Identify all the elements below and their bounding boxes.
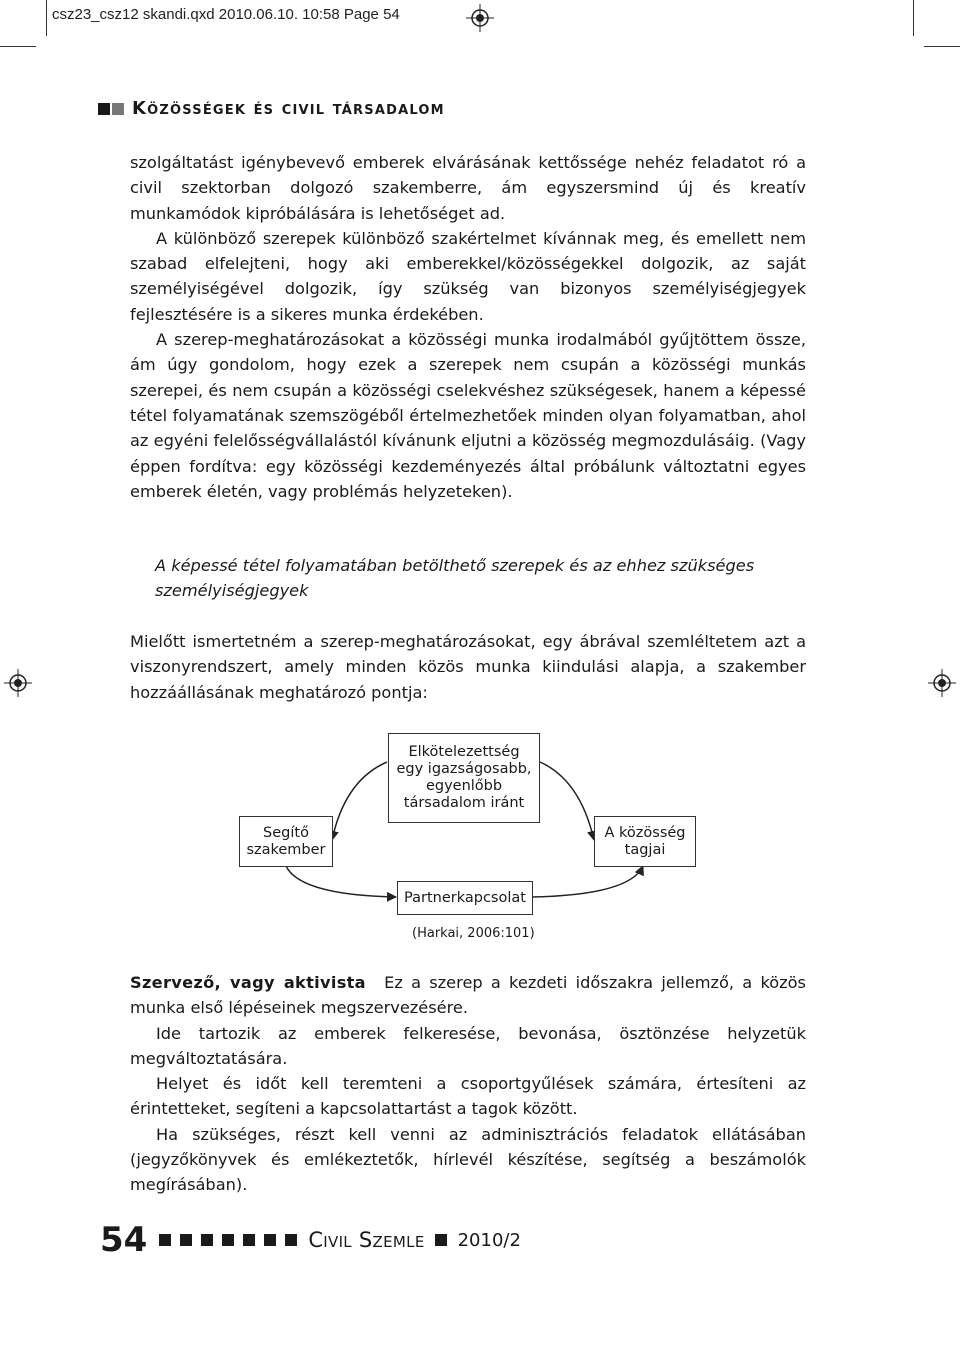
- role-label: Szervező, vagy aktivista: [130, 973, 366, 992]
- box-line: tagjai: [624, 841, 666, 858]
- paragraph: Ide tartozik az emberek felkeresése, bevonása, ösztönzése helyzetük megváltoztatására.: [130, 1023, 806, 1068]
- paragraph: Mielőtt ismertetném a szerep-meghatározásokat, egy ábrával szemléltetem azt a viszonyrendszert, amely minden közös munka kiindulási alapja, a szakember hozzáállásának meghatározó pontja:: [130, 632, 806, 702]
- arrow-left-bottom: [286, 866, 396, 897]
- diagram-box-commitment: [388, 733, 540, 823]
- diagram-citation: (Harkai, 2006:101): [412, 926, 535, 941]
- paragraph: A szerep-meghatározásokat a közösségi munka irodalmából gyűjtöttem össze, ám úgy gondolom, hogy ezek a szerepek nem csupán a közösségi munkás szerepei, és nem csupán a közösségi cselekvéshez szükségesek, hanem a képessé tétel folyamatának szemszögéből értelmezhetőek minden olyan folyamatban, ahol az egyéni felelősségvállalástól kívánunk eljutni a közösség megmozdulásáig. (Vagy éppen fordítva: egy közösségi kezdeményezés által próbálunk változtatni egyes emberek életén, vagy problémás helyzeteken).: [130, 330, 806, 501]
- footer-square-icon: [264, 1234, 276, 1246]
- box-line: egyenlőbb: [425, 778, 503, 794]
- print-slug: csz23_csz12 skandi.qxd 2010.06.10. 10:58 Page 54: [52, 6, 400, 23]
- footer-square-icon: [180, 1234, 192, 1246]
- page-number: 54: [100, 1220, 148, 1260]
- diagram-box-partnership: [397, 881, 533, 915]
- paragraph: [130, 970, 806, 1021]
- subheading: A képessé tétel folyamatában betölthető szerepek és az ehhez szükséges személyiségjegyek: [155, 556, 755, 601]
- role-entry: [130, 970, 806, 1198]
- box-line: Elkötelezettség: [408, 744, 520, 760]
- paragraph: szolgáltatást igénybevevő emberek elvárásának kettőssége nehéz feladatot ró a civil szektorban dolgozó szakemberre, ám egyszersmind új és kreatív munkamódok kipróbálására is lehetőséget ad.: [130, 153, 806, 223]
- box-line: egy igazságosabb,: [396, 761, 532, 777]
- paragraph: Ha szükséges, részt kell venni az adminisztrációs feladatok ellátásában (jegyzőkönyvek és emlékeztetők, hírlevél készítése, segítség a beszámolók megírásában).: [130, 1124, 806, 1195]
- page-footer: [100, 1220, 521, 1260]
- box-line: társadalom iránt: [403, 795, 525, 811]
- paragraph: Helyet és időt kell teremteni a csoportgyűlések számára, értesíteni az érintetteket, segíteni a kapcsolattartást a tagok között.: [130, 1074, 806, 1119]
- box-line: szakember: [246, 841, 326, 858]
- journal-name: Civil Szemle: [308, 1228, 425, 1252]
- footer-square-icon: [222, 1234, 234, 1246]
- arrow-bottom-right: [532, 866, 643, 897]
- footer-square-icon: [435, 1234, 447, 1246]
- paragraph: A különböző szerepek különböző szakértelmet kívánnak meg, és emellett nem szabad elfelejteni, hogy aki emberekkel/közösségekkel dolgozik, az saját személyiségével dolgozik, így szükség van bizonyos személyiségjegyek fejlesztésére is a sikeres munka érdekében.: [130, 228, 806, 324]
- arrow-top-right: [540, 762, 594, 840]
- section-title: Közösségek és civil társadalom: [132, 98, 445, 119]
- role-first-sentence: Ez a szerep a kezdeti időszakra jellemző, a közös munka első lépéseinek megszervezésére.: [130, 973, 806, 1018]
- footer-square-icon: [285, 1234, 297, 1246]
- diagram-box-community: [594, 816, 696, 867]
- box-line: Partnerkapcsolat: [404, 889, 526, 906]
- footer-square-icon: [159, 1234, 171, 1246]
- journal-issue: 2010/2: [457, 1229, 521, 1251]
- footer-square-icon: [243, 1234, 255, 1246]
- box-line: A közösség: [604, 824, 686, 841]
- arrow-top-left: [332, 762, 387, 840]
- box-line: Segítő: [263, 824, 309, 841]
- footer-square-icon: [201, 1234, 213, 1246]
- diagram-box-helper: [239, 816, 333, 867]
